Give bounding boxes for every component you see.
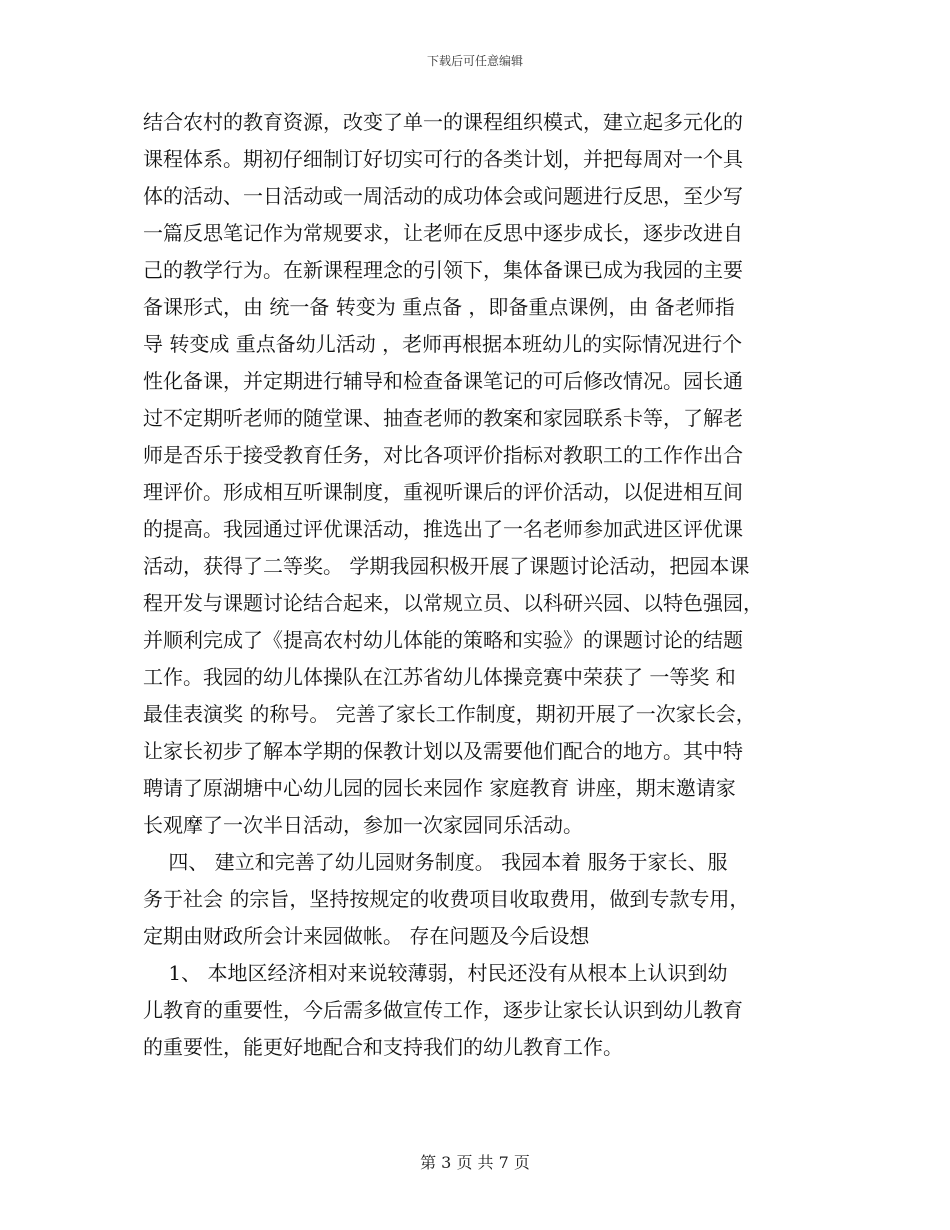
text-line: 师是否乐于接受教育任务，对比各项评价指标对教职工的工作作出合	[143, 443, 743, 467]
text-line: 一篇反思笔记作为常规要求，让老师在反思中逐步成长，逐步改进自	[143, 221, 743, 245]
page-header: 下载后可任意编辑	[426, 54, 523, 68]
page-footer: 第 3 页 共 7 页	[420, 1153, 530, 1172]
text-line: 的重要性，能更好地配合和支持我们的幼儿教育工作。	[143, 1035, 623, 1059]
text-line: 课程体系。期初仔细制订好切实可行的各类计划，并把每周对一个具	[143, 147, 743, 171]
text-line: 1、 本地区经济相对来说较薄弱，村民还没有从根本上认识到幼	[143, 961, 728, 985]
text-line: 程开发与课题讨论结合起来，以常规立员、以科研兴园、以特色强园，	[143, 591, 763, 615]
text-line: 务于社会 的宗旨，坚持按规定的收费项目收取费用，做到专款专用，	[143, 887, 750, 911]
text-line: 最佳表演奖 的称号。 完善了家长工作制度，期初开展了一次家长会，	[143, 702, 756, 726]
text-line: 长观摩了一次半日活动，参加一次家园同乐活动。	[143, 813, 583, 837]
text-line: 性化备课，并定期进行辅导和检查备课笔记的可后修改情况。园长通	[143, 369, 743, 393]
text-line: 备课形式，由 统一备 转变为 重点备 ，即备重点课例，由 备老师指	[143, 295, 735, 319]
text-line: 儿教育的重要性，今后需多做宣传工作，逐步让家长认识到幼儿教育	[143, 998, 743, 1022]
text-line: 让家长初步了解本学期的保教计划以及需要他们配合的地方。其中特	[143, 739, 743, 763]
text-line: 聘请了原湖塘中心幼儿园的园长来园作 家庭教育 讲座，期末邀请家	[143, 776, 736, 800]
text-line: 活动，获得了二等奖。 学期我园积极开展了课题讨论活动，把园本课	[143, 554, 750, 578]
text-line: 并顺利完成了《提高农村幼儿体能的策略和实验》的课题讨论的结题	[143, 628, 743, 652]
text-line: 理评价。形成相互听课制度，重视听课后的评价活动，以促进相互间	[143, 480, 743, 504]
text-line: 己的教学行为。在新课程理念的引领下，集体备课已成为我园的主要	[143, 258, 743, 282]
text-line: 工作。我园的幼儿体操队在江苏省幼儿体操竞赛中荣获了 一等奖 和	[143, 665, 736, 689]
text-line: 的提高。我园通过评优课活动，推选出了一名老师参加武进区评优课	[143, 517, 743, 541]
body-text	[143, 104, 823, 1066]
text-line: 定期由财政所会计来园做帐。 存在问题及今后设想	[143, 924, 590, 948]
text-line: 体的活动、一日活动或一周活动的成功体会或问题进行反思，至少写	[143, 184, 743, 208]
text-line: 四、 建立和完善了幼儿园财务制度。 我园本着 服务于家长、服	[143, 850, 728, 874]
text-line: 过不定期听老师的随堂课、抽查老师的教案和家园联系卡等，了解老	[143, 406, 743, 430]
text-line: 导 转变成 重点备幼儿活动 ，老师再根据本班幼儿的实际情况进行个	[143, 332, 743, 356]
text-line: 结合农村的教育资源，改变了单一的课程组织模式，建立起多元化的	[143, 110, 743, 134]
